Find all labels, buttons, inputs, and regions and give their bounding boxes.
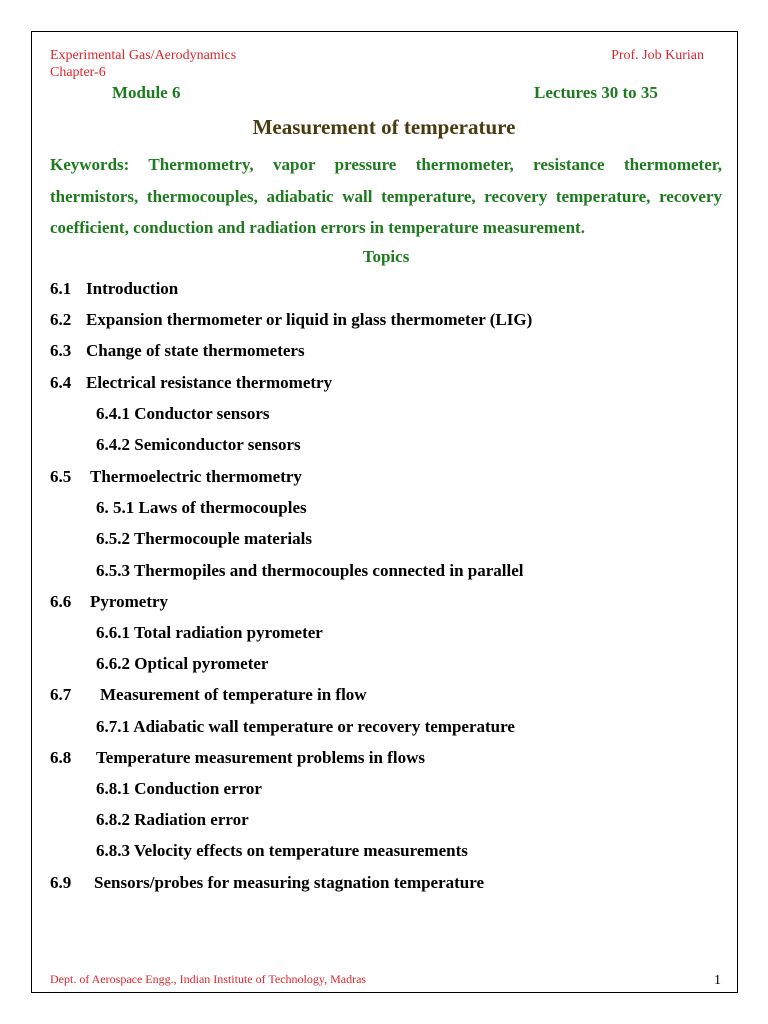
topic-number: 6.3 xyxy=(50,341,72,360)
footer-institution: Dept. of Aerospace Engg., Indian Institute of Technology, Madras xyxy=(50,972,367,986)
header-left xyxy=(50,47,236,81)
topic-label: Measurement of temperature in flow xyxy=(100,685,367,704)
topic-label: Expansion thermometer or liquid in glass thermometer (LIG) xyxy=(86,310,533,329)
subtopic-item xyxy=(96,841,468,861)
topic-label: Sensors/probes for measuring stagnation temperature xyxy=(94,873,485,892)
topic-label: Thermoelectric thermometry xyxy=(90,467,302,486)
topic-number: 6.8 xyxy=(50,748,72,767)
module-label: Module 6 xyxy=(112,83,181,102)
topic-label: Pyrometry xyxy=(90,592,169,611)
topic-number: 6.6 xyxy=(50,592,72,611)
subtopic-label: 6.5.2 Thermocouple materials xyxy=(96,529,312,548)
topic-number: 6.2 xyxy=(50,310,72,329)
topic-label: Introduction xyxy=(86,279,179,298)
topic-number: 6.9 xyxy=(50,873,72,892)
subtopic-label: 6.5.3 Thermopiles and thermocouples connected in parallel xyxy=(96,561,524,580)
subtopic-item xyxy=(96,404,269,424)
subtopic-item xyxy=(96,779,262,799)
subtopic-item xyxy=(96,717,515,737)
subtopic-item xyxy=(96,810,249,830)
topic-number: 6.4 xyxy=(50,373,72,392)
course-name: Experimental Gas/Aerodynamics xyxy=(50,48,237,63)
topic-number: 6.1 xyxy=(50,279,72,298)
subtopic-item xyxy=(96,654,268,674)
subtopic-item xyxy=(96,435,301,455)
topic-label: Temperature measurement problems in flows xyxy=(96,748,425,767)
topic-number: 6.7 xyxy=(50,685,72,704)
subtopic-item xyxy=(96,529,312,549)
professor-name: Prof. Job Kurian xyxy=(611,48,704,63)
subtopic-label: 6.8.3 Velocity effects on temperature measurements xyxy=(96,841,468,860)
subtopic-label: 6. 5.1 Laws of thermocouples xyxy=(96,498,307,517)
keywords-paragraph: Keywords: Thermometry, vapor pressure thermometer, resistance thermometer, thermistors, thermocouples, adiabatic wall temperature, recovery temperature, recovery coefficient, conduction and radiation errors in temperature measurement. xyxy=(50,155,722,237)
subtopic-label: 6.6.2 Optical pyrometer xyxy=(96,654,269,673)
subtopic-label: 6.8.1 Conduction error xyxy=(96,779,262,798)
chapter-label: Chapter-6 xyxy=(50,65,106,80)
subtopic-item xyxy=(96,498,307,518)
subtopic-label: 6.4.2 Semiconductor sensors xyxy=(96,435,301,454)
subtopic-label: 6.4.1 Conductor sensors xyxy=(96,404,270,423)
subtopic-label: 6.8.2 Radiation error xyxy=(96,810,249,829)
topics-heading: Topics xyxy=(362,247,410,266)
subtopic-item xyxy=(96,561,524,581)
topic-label: Electrical resistance thermometry xyxy=(86,373,333,392)
page-number: 1 xyxy=(714,973,721,988)
subtopic-item xyxy=(96,623,323,643)
page-title: Measurement of temperature xyxy=(252,115,516,139)
subtopic-label: 6.7.1 Adiabatic wall temperature or recovery temperature xyxy=(96,717,515,736)
subtopic-label: 6.6.1 Total radiation pyrometer xyxy=(96,623,323,642)
topic-number: 6.5 xyxy=(50,467,72,486)
topic-label: Change of state thermometers xyxy=(86,341,305,360)
lectures-label: Lectures 30 to 35 xyxy=(534,83,658,102)
